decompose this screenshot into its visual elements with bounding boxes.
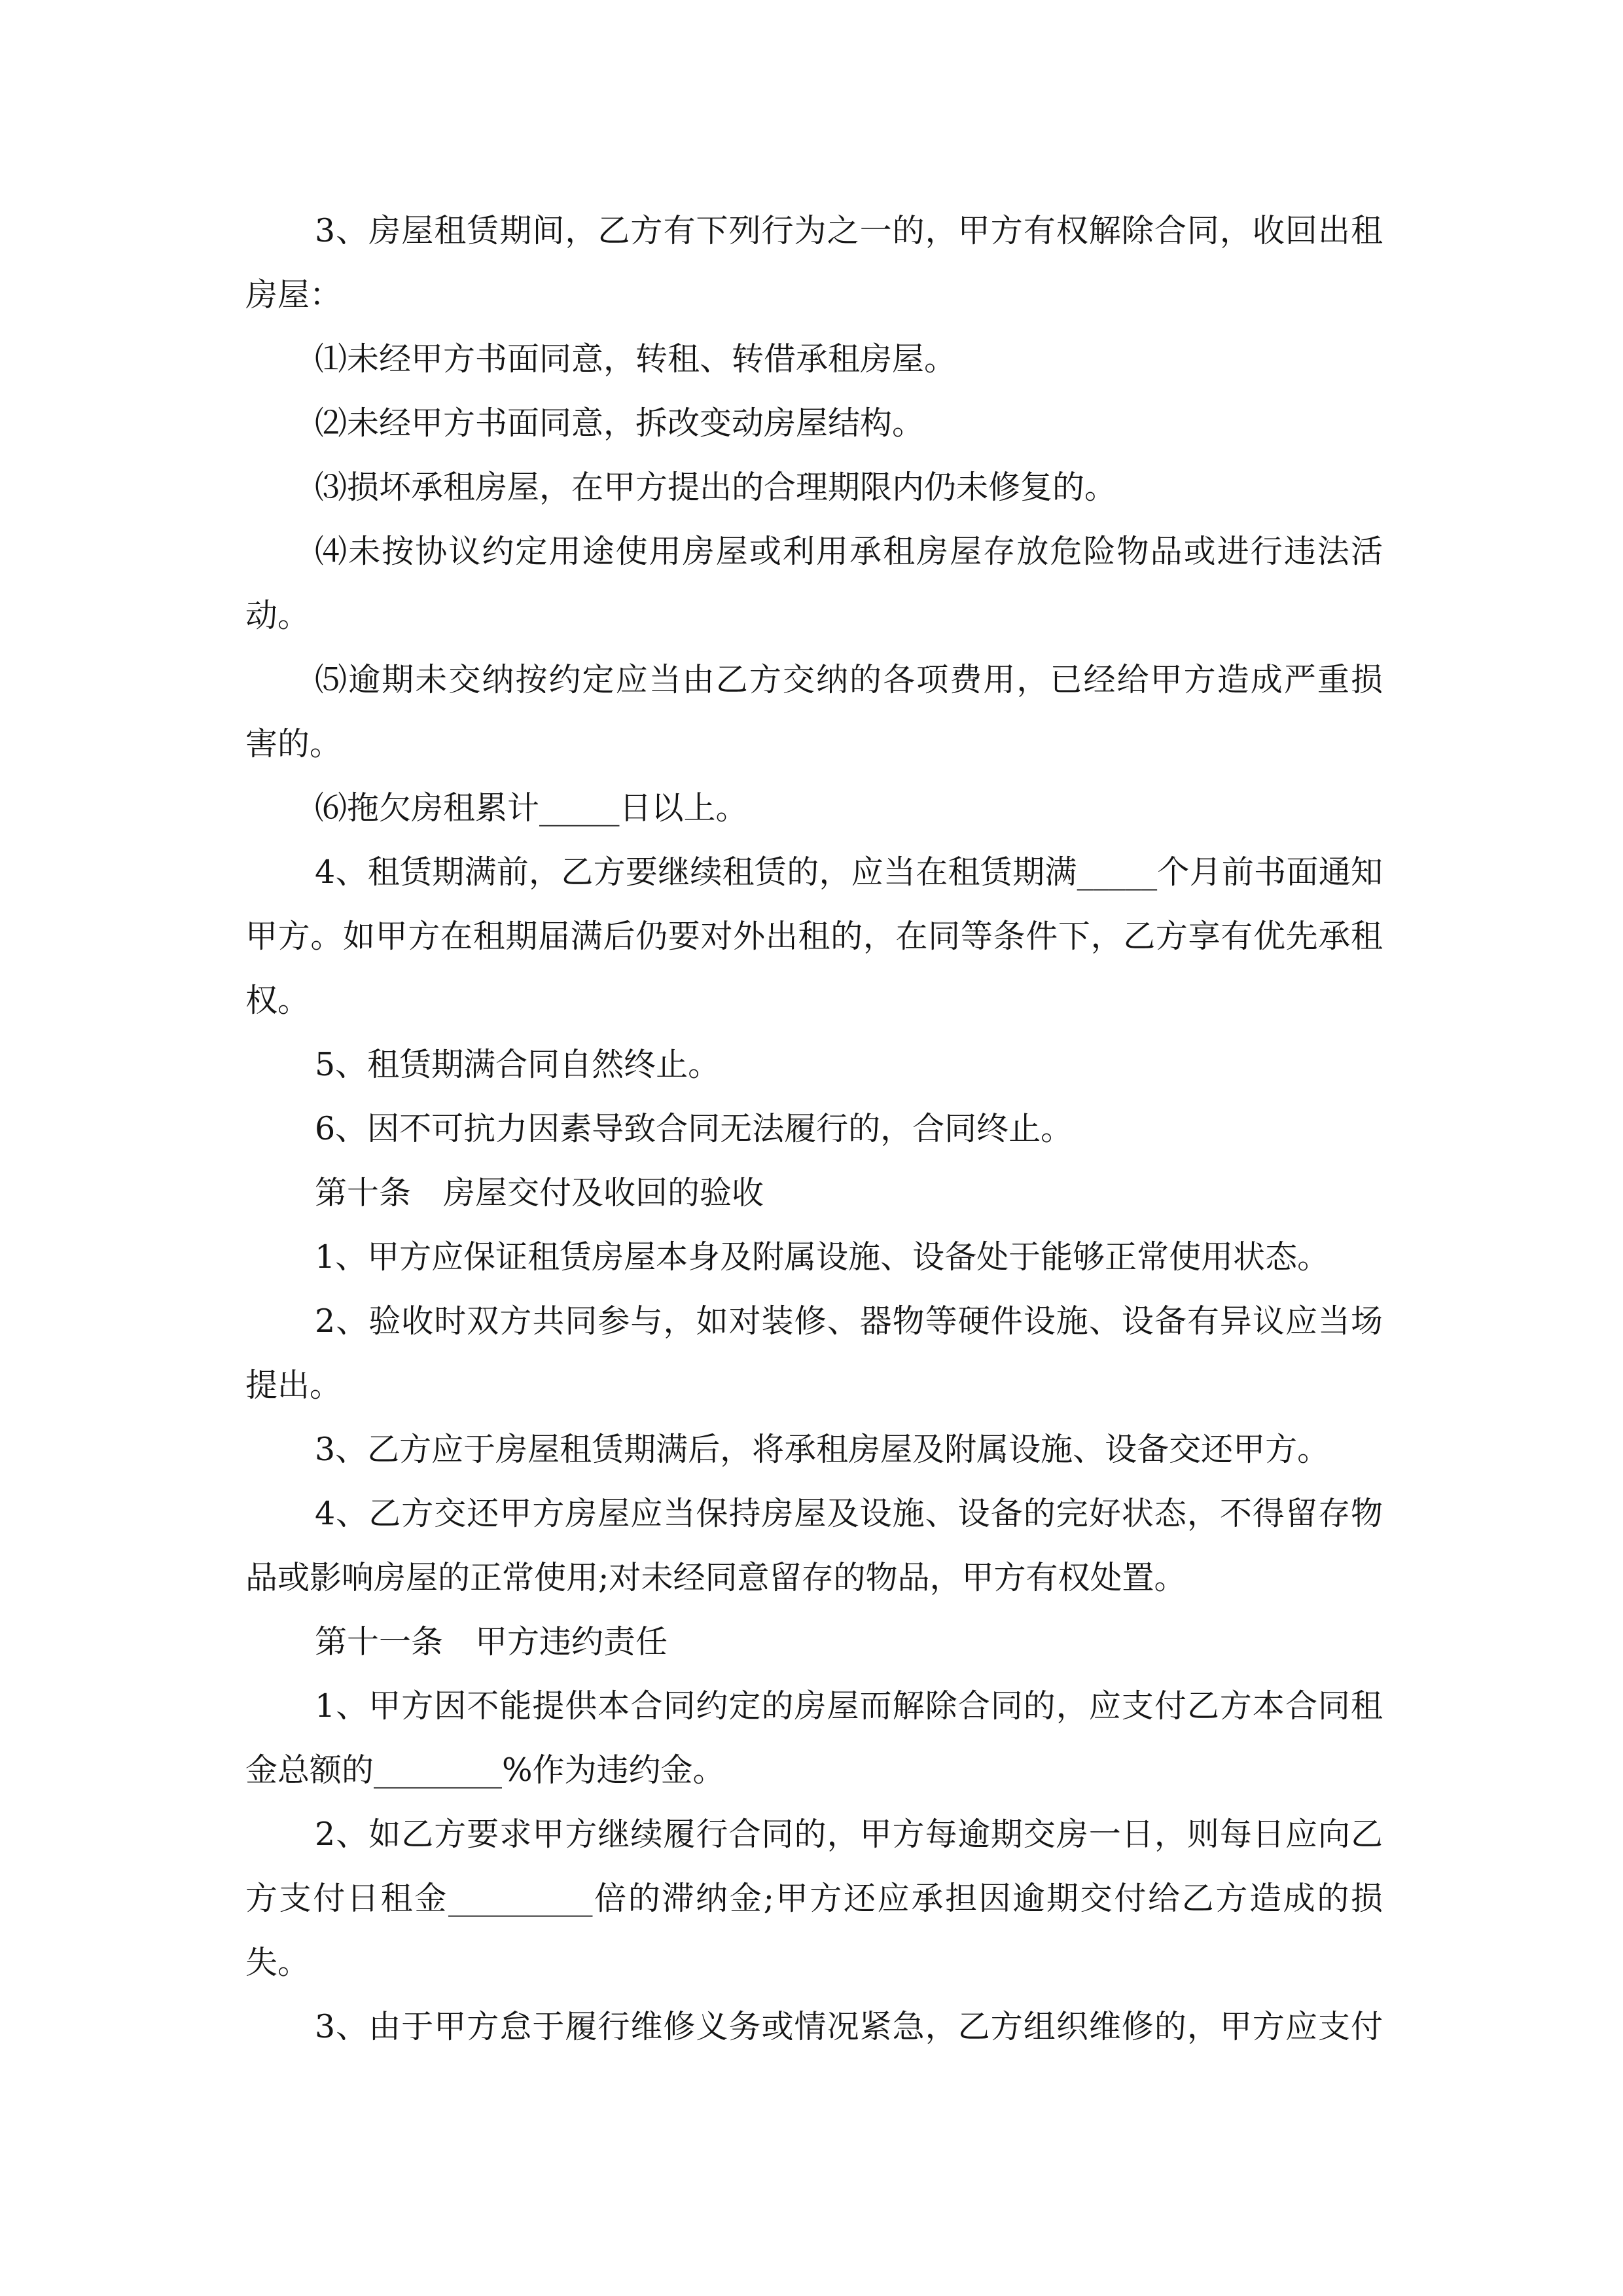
paragraph-line: 3、乙方应于房屋租赁期满后，将承租房屋及附属设施、设备交还甲方。 (315, 1431, 1330, 1468)
paragraph-line: 金总额的________%作为违约金。 (245, 1751, 725, 1789)
paragraph-line: 6、因不可抗力因素导致合同无法履行的，合同终止。 (315, 1110, 1073, 1147)
paragraph-line: 方支付日租金_________倍的滞纳金;甲方还应承担因逾期交付给乙方造成的损 (245, 1880, 1383, 1917)
paragraph-line: 4、乙方交还甲方房屋应当保持房屋及设施、设备的完好状态，不得留存物 (315, 1495, 1383, 1532)
paragraph-line: 3、房屋租赁期间，乙方有下列行为之一的，甲方有权解除合同，收回出租 (315, 212, 1383, 249)
paragraph-line: ⑵未经甲方书面同意，拆改变动房屋结构。 (315, 404, 925, 442)
paragraph-line: 5、租赁期满合同自然终止。 (315, 1046, 721, 1083)
article-heading (245, 1161, 1383, 1225)
paragraph-line: 4、租赁期满前，乙方要继续租赁的，应当在租赁期满_____个月前书面通知 (315, 853, 1383, 891)
paragraph-line: ⑴未经甲方书面同意，转租、转借承租房屋。 (315, 340, 957, 378)
article-heading (245, 1610, 1383, 1674)
clause-item (245, 456, 1383, 520)
contract-clause (245, 1995, 1383, 2059)
paragraph-line: 2、验收时双方共同参与，如对装修、器物等硬件设施、设备有异议应当场 (315, 1302, 1383, 1340)
paragraph-line: 甲方。如甲方在租期届满后仍要对外出租的，在同等条件下，乙方享有优先承租 (245, 918, 1383, 955)
heading-line: 第十一条 甲方违约责任 (315, 1623, 668, 1660)
contract-clause (245, 1097, 1383, 1161)
paragraph-line: ⑸逾期未交纳按约定应当由乙方交纳的各项费用，已经给甲方造成严重损 (315, 661, 1383, 698)
contract-clause (245, 1482, 1383, 1610)
paragraph-line: ⑷未按协议约定用途使用房屋或利用承租房屋存放危险物品或进行违法活 (315, 533, 1383, 570)
contract-clause (245, 1289, 1383, 1418)
contract-clause (245, 1803, 1383, 1995)
clause-item (245, 391, 1383, 456)
paragraph-line: 提出。 (245, 1367, 342, 1404)
contract-clause (245, 199, 1383, 327)
contract-clause (245, 1225, 1383, 1289)
paragraph-line: 品或影响房屋的正常使用;对未经同意留存的物品，甲方有权处置。 (245, 1559, 1186, 1596)
paragraph-line: 1、甲方应保证租赁房屋本身及附属设施、设备处于能够正常使用状态。 (315, 1238, 1330, 1276)
paragraph-line: 权。 (245, 982, 310, 1019)
clause-item (245, 520, 1383, 648)
heading-line: 第十条 房屋交付及收回的验收 (315, 1174, 764, 1211)
contract-clause (245, 840, 1383, 1033)
paragraph-line: 失。 (245, 1944, 310, 1981)
clause-item (245, 327, 1383, 391)
paragraph-line: ⑹拖欠房租累计_____日以上。 (315, 789, 748, 827)
paragraph-line: 害的。 (245, 725, 342, 762)
paragraph-line: 房屋： (245, 276, 342, 314)
contract-clause (245, 1674, 1383, 1803)
contract-clause (245, 1418, 1383, 1482)
paragraph-line: 3、由于甲方怠于履行维修义务或情况紧急，乙方组织维修的，甲方应支付 (315, 2008, 1383, 2045)
contract-body (245, 199, 1383, 2059)
paragraph-line: 动。 (245, 597, 310, 634)
paragraph-line: 1、甲方因不能提供本合同约定的房屋而解除合同的，应支付乙方本合同租 (315, 1687, 1383, 1725)
paragraph-line: ⑶损坏承租房屋，在甲方提出的合理期限内仍未修复的。 (315, 469, 1117, 506)
paragraph-line: 2、如乙方要求甲方继续履行合同的，甲方每逾期交房一日，则每日应向乙 (315, 1816, 1383, 1853)
clause-item (245, 776, 1383, 840)
clause-item (245, 648, 1383, 776)
contract-clause (245, 1033, 1383, 1097)
